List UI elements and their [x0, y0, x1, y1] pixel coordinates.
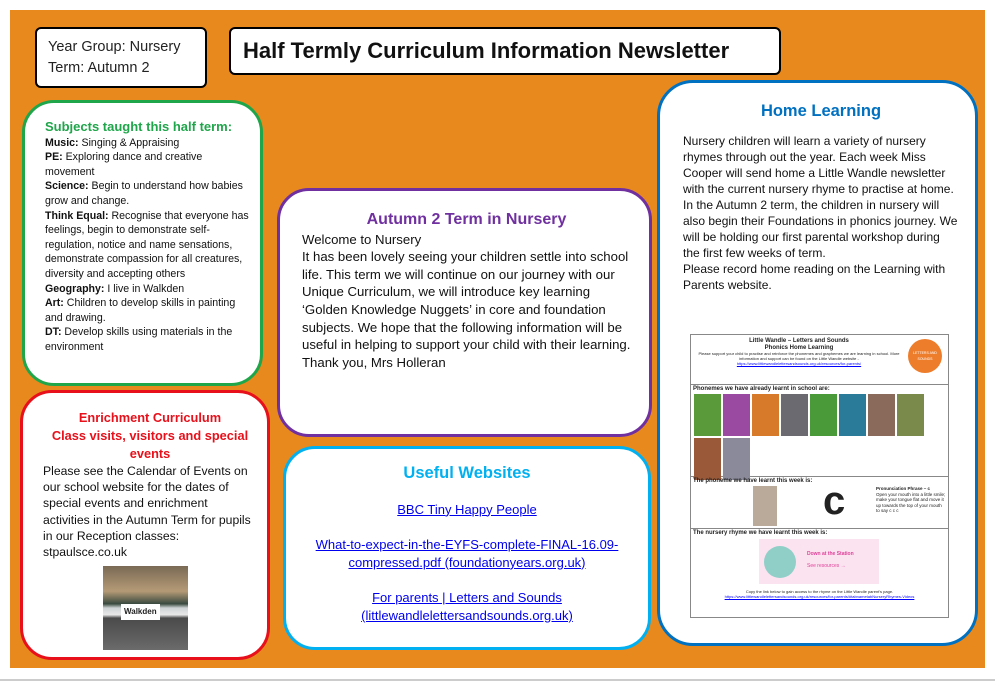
phoneme-card [694, 438, 721, 480]
week-phoneme-heading: The phoneme we have learnt this week is: [693, 478, 813, 484]
subject-label: Geography: [45, 282, 105, 295]
subject-text: Develop skills using materials in the environment [45, 326, 233, 353]
subject-item [45, 209, 250, 282]
websites-heading: Useful Websites [403, 464, 531, 482]
subject-text: Recognise that everyone has feelings, begin to demonstrate self-regulation, notice and name sensations, demonstrate compassion for all creatures, diversity and accepting others [45, 209, 249, 280]
page-divider [0, 679, 995, 681]
phoneme-card [723, 394, 750, 436]
walkden-station-photo [103, 566, 188, 650]
subject-text: Begin to understand how babies grow and change. [45, 180, 243, 207]
copy-link-text: Copy the link below to gain access to the rhyme on the Little Wandle parent's page. [745, 589, 894, 594]
enrichment-heading: Enrichment Curriculum [78, 410, 222, 425]
subject-label: PE: [45, 151, 63, 164]
subject-text: I live in Walkden [104, 282, 185, 295]
subject-text: Exploring dance and creative movement [45, 151, 203, 178]
phoneme-card [868, 394, 895, 436]
rhyme-title: Down at the Station [807, 551, 854, 557]
doc-intro-link[interactable]: https://www.littlewandlelettersandsounds.org.uk/resources/for-parents/ [736, 361, 862, 366]
rhyme-image [764, 546, 796, 578]
phonics-home-learning-sheet [690, 334, 949, 618]
phoneme-card [839, 394, 866, 436]
phoneme-card [897, 394, 924, 436]
home-para-3: Please record home reading on the Learning with Parents website. [683, 262, 946, 292]
pronunciation-text: Open your mouth into a little smile; make your tongue flat and move it up towards the top of your mouth to say c c c [876, 491, 946, 514]
autumn-heading: Autumn 2 Term in Nursery [366, 211, 567, 228]
phonemes-heading: Phonemes we have already learnt in school are: [693, 386, 830, 392]
home-learning-box [657, 80, 978, 646]
autumn-term-box [277, 188, 652, 437]
little-wandle-logo: LETTERS AND SOUNDS [908, 339, 942, 373]
subject-text: Singing & Appraising [78, 136, 180, 149]
useful-websites-box [283, 446, 651, 650]
doc-intro: Please support your child to practise and reinforce the phonemes and graphemes we are learning in school. More information and support can be found on the Little Wandle website - [698, 351, 900, 361]
subject-label: Science: [45, 180, 89, 193]
subject-label: Art: [45, 297, 64, 310]
subject-item [45, 179, 250, 208]
term: Term: Autumn 2 [48, 60, 150, 76]
pronunciation-heading: Pronunciation Phrase – c [876, 486, 931, 491]
home-para-2: In the Autumn 2 term, the children in nursery will also begin their Foundations in phonics journey. We will be holding our first parental workshop during the first few weeks of term. [683, 198, 958, 260]
phoneme-card [723, 438, 750, 480]
link-little-wandle[interactable]: For parents | Letters and Sounds (littlewandlelettersandsounds.org.uk) [361, 590, 573, 623]
rhyme-card[interactable] [759, 539, 879, 584]
phoneme-cards [693, 393, 946, 481]
see-resources-link[interactable]: See resources → [807, 562, 846, 569]
subject-item [45, 325, 250, 354]
doc-subtitle: Phonics Home Learning [764, 344, 834, 351]
subject-label: Think Equal: [45, 209, 109, 222]
doc-title: Little Wandle – Letters and Sounds [749, 338, 849, 344]
rhyme-heading: The nursery rhyme we have learnt this week is: [693, 530, 828, 536]
subjects-heading: Subjects taught this half term: [45, 119, 233, 134]
home-heading: Home Learning [760, 102, 882, 120]
subject-item [45, 282, 250, 297]
autumn-body: It has been lovely seeing your children settle into school life. This term we will continue on our journey with our Unique Curriculum, we will introduce key learning ‘Golden Knowledge Nuggets’ in core and foundation subjects. We hope that the following information will be useful in helping to support your child with their learning. [302, 249, 631, 353]
link-bbc-tiny-happy-people[interactable]: BBC Tiny Happy People [397, 501, 537, 517]
autumn-welcome: Welcome to Nursery [302, 231, 422, 247]
phoneme-card [694, 394, 721, 436]
home-para-1: Nursery children will learn a variety of nursery rhymes through out the year. Each week Miss Cooper will send home a Little Wandle newsletter with the current nursery rhyme to practise at home. [683, 134, 954, 196]
phoneme-card [752, 394, 779, 436]
page-title: Half Termly Curriculum Information Newsletter [229, 27, 781, 75]
subject-text: Children to develop skills in painting and drawing. [45, 297, 236, 324]
year-group: Year Group: Nursery [48, 39, 181, 55]
enrichment-subheading: Class visits, visitors and special events [51, 428, 249, 461]
enrichment-box [20, 390, 270, 660]
letter-c: c [823, 479, 846, 523]
year-group-box [35, 27, 207, 88]
station-sign: Walkden [121, 604, 160, 620]
phoneme-card [781, 394, 808, 436]
subject-label: Music: [45, 136, 79, 149]
autumn-signoff: Thank you, Mrs Holleran [302, 354, 446, 370]
enrichment-body: Please see the Calendar of Events on our school website for the dates of special events and enrichment activities in the Autumn Term for pupils in our Reception classes: stpaulsce.co.uk [43, 464, 251, 560]
phoneme-card [810, 394, 837, 436]
subject-item [45, 296, 250, 325]
subject-item [45, 150, 250, 179]
subjects-box [22, 100, 263, 386]
subject-label: DT: [45, 326, 62, 339]
rhyme-link[interactable]: https://www.littlewandlelettersandsounds.org.uk/resources/for-parents/#tabnametabNurseryRhymes-Videos [724, 594, 915, 599]
subject-item [45, 136, 250, 151]
link-eyfs-pdf[interactable]: What-to-expect-in-the-EYFS-complete-FINAL-16.09-compressed.pdf (foundationyears.org.uk) [315, 537, 619, 570]
cat-card [753, 486, 777, 526]
